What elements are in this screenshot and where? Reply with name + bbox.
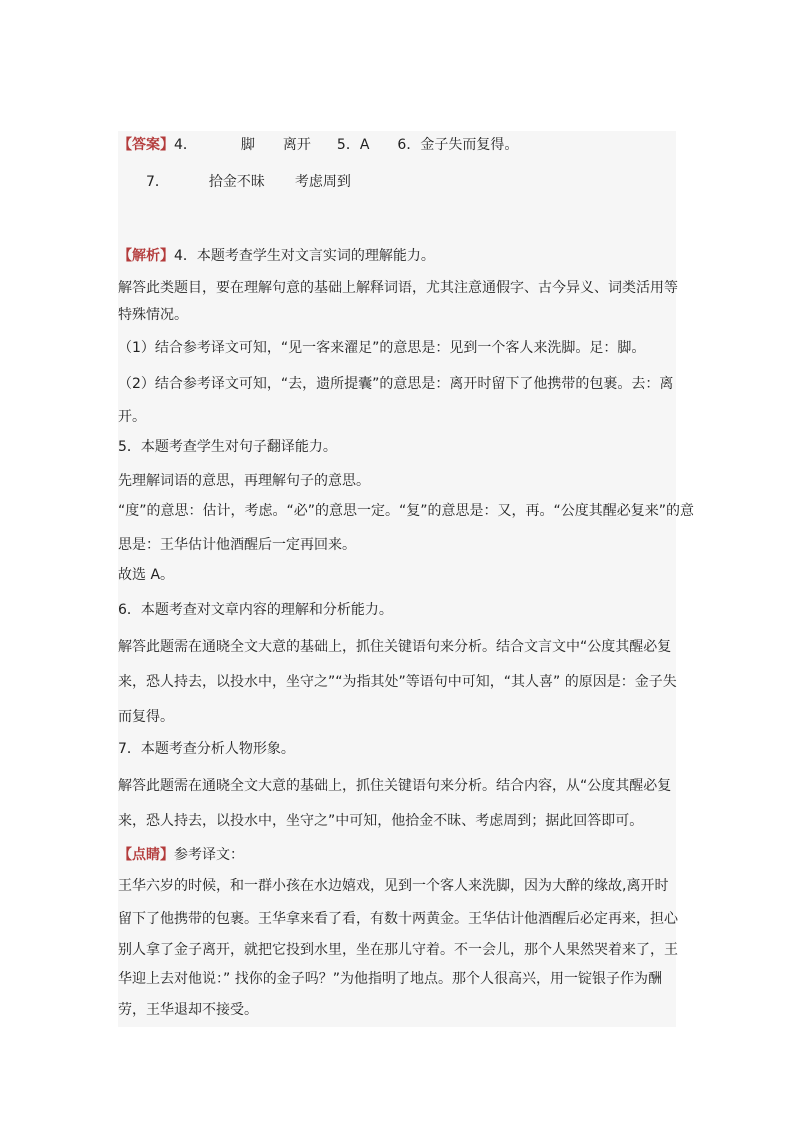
answer-tag: 【答案】 <box>118 137 174 153</box>
analysis-line: 思是：王华估计他酒醒后一定再回来。 <box>118 537 356 553</box>
analysis-line: 开。 <box>118 409 146 425</box>
answer-6: 6．金子失而复得。 <box>397 137 519 153</box>
analysis-line: （1）结合参考译文可知，“见一客来濯足”的意思是：见到一个客人来洗脚。足：脚。 <box>118 340 646 356</box>
translation-line: 劳，王华退却不接受。 <box>118 1002 258 1018</box>
analysis-line: “度”的意思：估计，考虑。“必”的意思一定。“复”的意思是：又，再。“公度其醒必复来”的意 <box>118 503 695 519</box>
analysis-line: 故选 A。 <box>118 567 175 583</box>
answer-7-1: 拾金不昧 <box>208 174 265 190</box>
analysis-line: 解答此类题目，要在理解句意的基础上解释词语，尤其注意通假字、古今异义、词类活用等 <box>118 280 678 296</box>
comment-title: 参考译文： <box>174 847 244 863</box>
answer-line-1 <box>118 136 518 154</box>
answer-5: 5．A <box>336 137 370 153</box>
answer-line-2 <box>146 173 351 191</box>
answer-4-1: 脚 <box>240 137 255 153</box>
analysis-tag: 【解析】 <box>118 248 174 264</box>
analysis-line: 特殊情况。 <box>118 307 188 323</box>
answer-4-2: 离开 <box>282 137 311 153</box>
analysis-line: 解答此题需在通晓全文大意的基础上，抓住关键语句来分析。结合内容，从“公度其醒必复 <box>118 778 672 794</box>
analysis-line: 7．本题考查分析人物形象。 <box>118 741 295 757</box>
analysis-line: 解答此题需在通晓全文大意的基础上，抓住关键语句来分析。结合文言文中“公度其醒必复 <box>118 639 672 655</box>
analysis-line: （2）结合参考译文可知，“去，遗所提囊”的意思是：离开时留下了他携带的包裹。去：离 <box>118 376 674 392</box>
comment-line-1 <box>118 846 244 864</box>
translation-line: 留下了他携带的包裹。王华拿来看了看，有数十两黄金。王华估计他酒醒后必定再来，担心 <box>118 911 678 927</box>
analysis-text: 4．本题考查学生对文言实词的理解能力。 <box>174 248 435 264</box>
analysis-line: 6．本题考查对文章内容的理解和分析能力。 <box>118 602 393 618</box>
analysis-line: 5．本题考查学生对句子翻译能力。 <box>118 439 337 455</box>
analysis-line: 而复得。 <box>118 709 174 725</box>
answer-4-number: 4． <box>174 137 197 153</box>
answer-7-number: 7． <box>146 174 169 190</box>
analysis-line-1 <box>118 247 435 265</box>
analysis-line: 来，恐人持去，以投水中，坐守之”“为指其处”等语句中可知，“其人喜” 的原因是：金子失 <box>118 674 677 690</box>
translation-line: 别人拿了金子离开，就把它投到水里，坐在那儿守着。不一会儿，那个人果然哭着来了，王 <box>118 942 678 958</box>
analysis-line: 来，恐人持去，以投水中，坐守之”中可知，他拾金不昧、考虑周到；据此回答即可。 <box>118 813 644 829</box>
analysis-line: 先理解词语的意思，再理解句子的意思。 <box>118 473 370 489</box>
translation-line: 华迎上去对他说：” 找你的金子吗？”为他指明了地点。那个人很高兴，用一锭银子作为酬 <box>118 971 662 987</box>
comment-tag: 【点睛】 <box>118 847 174 863</box>
translation-line: 王华六岁的时候，和一群小孩在水边嬉戏，见到一个客人来洗脚，因为大醉的缘故,离开时 <box>118 878 669 894</box>
answer-7-2: 考虑周到 <box>294 174 351 190</box>
